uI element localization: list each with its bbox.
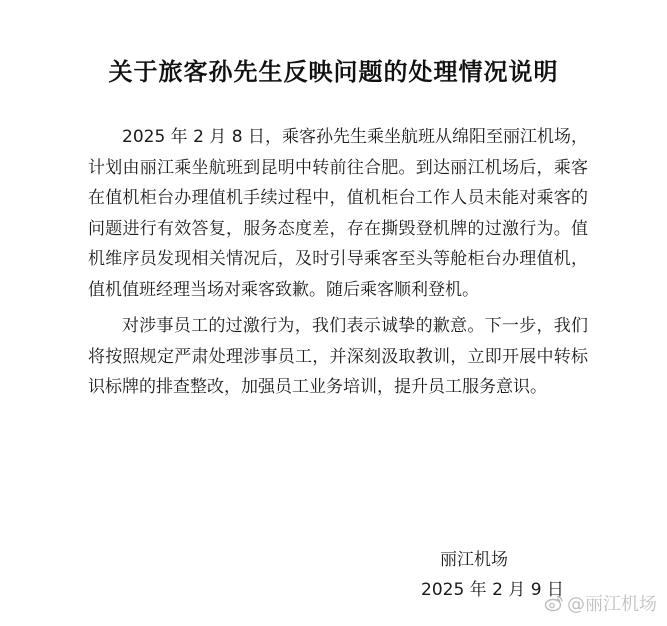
weibo-icon <box>544 593 564 613</box>
document-title: 关于旅客孙先生反映问题的处理情况说明 <box>108 57 559 86</box>
watermark <box>544 590 657 616</box>
signature-date: 2025 年 2 月 9 日 <box>421 580 564 600</box>
paragraph-1: 2025 年 2 月 8 日，乘客孙先生乘坐航班从绵阳至丽江机场，计划由丽江乘坐航班到昆明中转前往合肥。到达丽江机场后，乘客在值机柜台办理值机手续过程中，值机柜台工作人员未能对乘客的问题进行有效答复，服务态度差，存在撕毁登机牌的过激行为。值机维序员发现相关情况后，及时引导乘客至头等舱柜台办理值机，值机值班经理当场对乘客致歉。随后乘客顺利登机。 <box>88 127 588 300</box>
paragraph-2: 对涉事员工的过激行为，我们表示诚挚的歉意。下一步，我们将按照规定严肃处理涉事员工，并深刻汲取教训，立即开展中转标识标牌的排查整改，加强员工业务培训，提升员工服务意识。 <box>88 316 588 397</box>
signature-organization: 丽江机场 <box>440 550 508 570</box>
document-body <box>88 122 588 409</box>
watermark-text: @丽江机场 <box>567 594 657 615</box>
